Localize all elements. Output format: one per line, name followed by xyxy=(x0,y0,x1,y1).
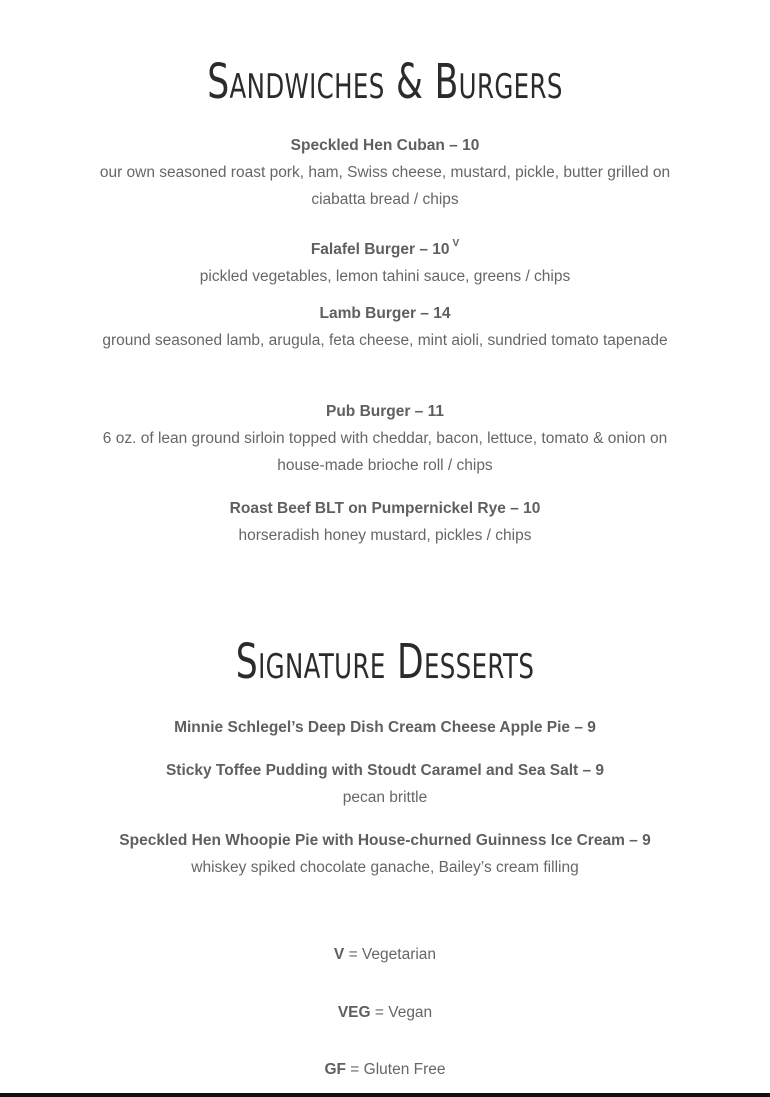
legend-text: = Gluten Free xyxy=(346,1061,446,1078)
menu-item-pub-burger xyxy=(80,398,690,479)
legend-key: V xyxy=(333,946,345,963)
legend-gluten-free xyxy=(0,1056,770,1083)
menu-item-falafel-burger xyxy=(80,230,690,290)
item-name: Lamb Burger – 14 xyxy=(319,305,451,322)
item-description: ground seasoned lamb, arugula, feta cheese, mint aioli, sundried tomato tapenade xyxy=(102,332,668,349)
item-name: Minnie Schlegel’s Deep Dish Cream Cheese Apple Pie – 9 xyxy=(174,719,596,736)
menu-item-roast-beef-blt xyxy=(80,495,690,549)
item-name: Falafel Burger – 10 xyxy=(310,241,450,258)
vegetarian-marker: V xyxy=(452,238,460,249)
item-name: Sticky Toffee Pudding with Stoudt Caramel and Sea Salt – 9 xyxy=(165,762,605,779)
item-description: 6 oz. of lean ground sirloin topped with cheddar, bacon, lettuce, tomato & onion on house-made brioche roll / chips xyxy=(102,430,668,474)
item-name: Roast Beef BLT on Pumpernickel Rye – 10 xyxy=(229,500,541,517)
item-name: Speckled Hen Cuban – 10 xyxy=(290,137,480,154)
legend-key: VEG xyxy=(337,1004,371,1021)
item-name: Speckled Hen Whoopie Pie with House-churned Guinness Ice Cream – 9 xyxy=(119,832,651,849)
item-description: our own seasoned roast pork, ham, Swiss cheese, mustard, pickle, butter grilled on ciabatta bread / chips xyxy=(99,164,671,208)
bottom-divider xyxy=(0,1093,770,1097)
item-description: horseradish honey mustard, pickles / chips xyxy=(238,527,532,544)
item-description: pecan brittle xyxy=(342,789,428,806)
menu-item-lamb-burger xyxy=(80,300,690,354)
item-description: whiskey spiked chocolate ganache, Bailey’s cream filling xyxy=(191,859,579,876)
item-description: pickled vegetables, lemon tahini sauce, greens / chips xyxy=(199,268,571,285)
menu-item-speckled-hen-cuban xyxy=(80,132,690,213)
legend-vegan xyxy=(0,999,770,1026)
legend-vegetarian xyxy=(0,941,770,968)
item-name: Pub Burger – 11 xyxy=(325,403,444,420)
item-name-row xyxy=(80,230,690,263)
signature-desserts-heading: Signature Desserts xyxy=(235,634,535,690)
menu-item-whoopie-pie xyxy=(80,827,690,881)
legend-text: = Vegan xyxy=(370,1004,433,1021)
menu-item-sticky-toffee-pudding xyxy=(80,757,690,811)
legend-key: GF xyxy=(324,1061,346,1078)
sandwiches-burgers-heading: Sandwiches & Burgers xyxy=(207,54,563,110)
legend-text: = Vegetarian xyxy=(344,946,437,963)
menu-item-apple-pie xyxy=(80,714,690,741)
